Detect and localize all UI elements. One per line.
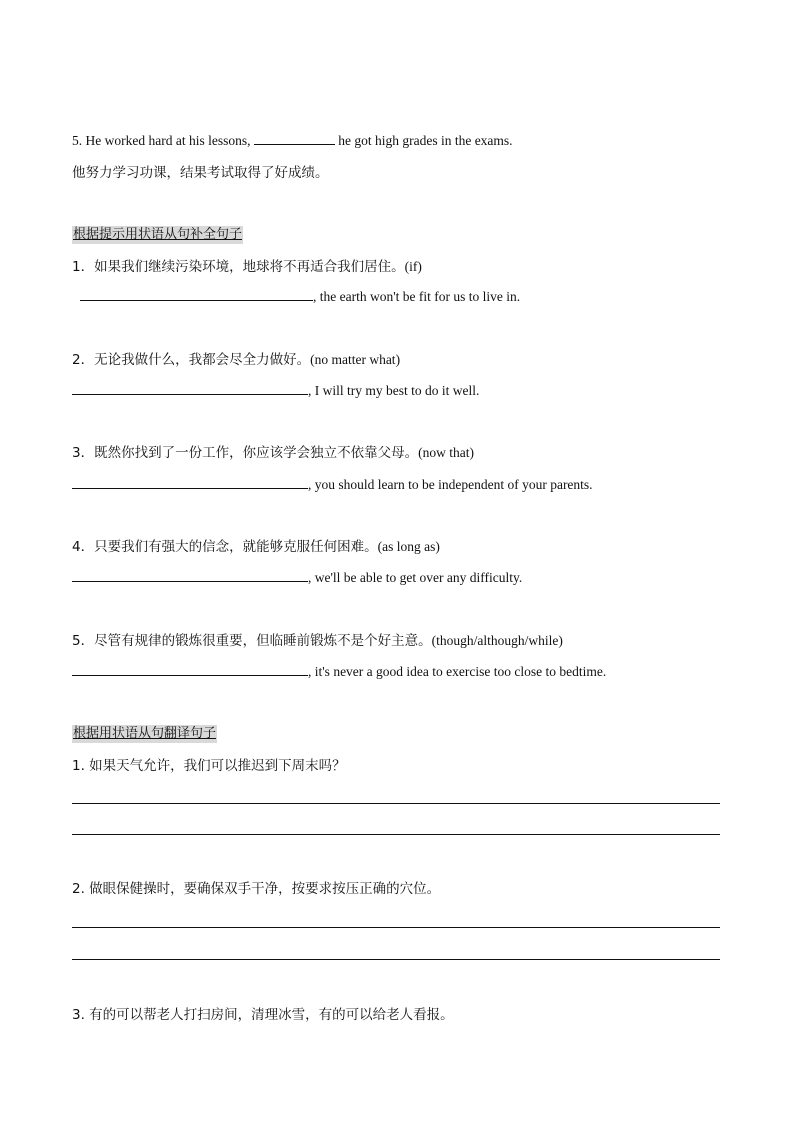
prev-item-translation: 他努力学习功课，结果考试取得了好成绩。 — [72, 165, 329, 181]
s1-item-2-tail: , I will try my best to do it well. — [308, 383, 480, 398]
s1-item-3-prompt — [72, 444, 474, 462]
s1-item-5-tail: , it's never a good idea to exercise too close to bedtime. — [308, 664, 607, 679]
answer-line[interactable] — [72, 834, 720, 835]
s2-item-1-prompt: 1. 如果天气允许，我们可以推迟到下周末吗？ — [72, 758, 346, 774]
s1-item-5-answer — [72, 663, 606, 681]
s1-item-3-answer — [72, 476, 593, 494]
s1-item-2-prompt — [72, 351, 400, 369]
s1-item-5-prompt — [72, 632, 563, 650]
s1-item-1-prompt — [72, 258, 422, 276]
s2-item-3-prompt: 3. 有的可以帮老人打扫房间，清理冰雪，有的可以给老人看报。 — [72, 1007, 454, 1023]
s1-item-2-hint: (no matter what) — [310, 352, 401, 367]
s1-item-3-hint: (now that) — [418, 445, 474, 460]
answer-blank[interactable] — [72, 569, 308, 582]
answer-blank[interactable] — [72, 663, 308, 676]
prev-item-sentence — [72, 132, 513, 150]
s1-item-2-zh: 2．无论我做什么，我都会尽全力做好。 — [72, 352, 311, 368]
s1-item-5-hint: (though/although/while) — [431, 633, 563, 648]
s1-item-4-zh: 4．只要我们有强大的信念，就能够克服任何困难。 — [72, 539, 378, 555]
answer-line[interactable] — [72, 927, 720, 928]
s1-item-5-zh: 5．尽管有规律的锻炼很重要，但临睡前锻炼不是个好主意。 — [72, 633, 432, 649]
answer-blank[interactable] — [254, 132, 335, 145]
s1-item-4-hint: (as long as) — [377, 539, 440, 554]
s1-item-1-tail: , the earth won't be fit for us to live in. — [313, 289, 521, 304]
s1-item-1-hint: (if) — [404, 259, 422, 274]
s1-item-1-answer — [80, 288, 520, 306]
section2-heading: 根据用状语从句翻译句子 — [73, 726, 217, 741]
prev-item-text-before: 5. He worked hard at his lessons, — [72, 133, 254, 148]
s1-item-3-zh: 3．既然你找到了一份工作，你应该学会独立不依靠父母。 — [72, 445, 419, 461]
s1-item-2-answer — [72, 382, 479, 400]
answer-blank[interactable] — [72, 476, 308, 489]
answer-line[interactable] — [72, 959, 720, 960]
s2-item-2-prompt: 2. 做眼保健操时，要确保双手干净，按要求按压正确的穴位。 — [72, 881, 441, 897]
answer-blank[interactable] — [80, 288, 313, 301]
s1-item-3-tail: , you should learn to be independent of your parents. — [308, 477, 593, 492]
prev-item-text-after: he got high grades in the exams. — [334, 133, 513, 148]
s1-item-4-answer — [72, 569, 522, 587]
answer-blank[interactable] — [72, 382, 308, 395]
s1-item-4-prompt — [72, 538, 440, 556]
section1-heading: 根据提示用状语从句补全句子 — [73, 227, 243, 242]
s1-item-1-zh: 1．如果我们继续污染环境，地球将不再适合我们居住。 — [72, 259, 405, 275]
answer-line[interactable] — [72, 803, 720, 804]
s1-item-4-tail: , we'll be able to get over any difficulty. — [308, 570, 523, 585]
